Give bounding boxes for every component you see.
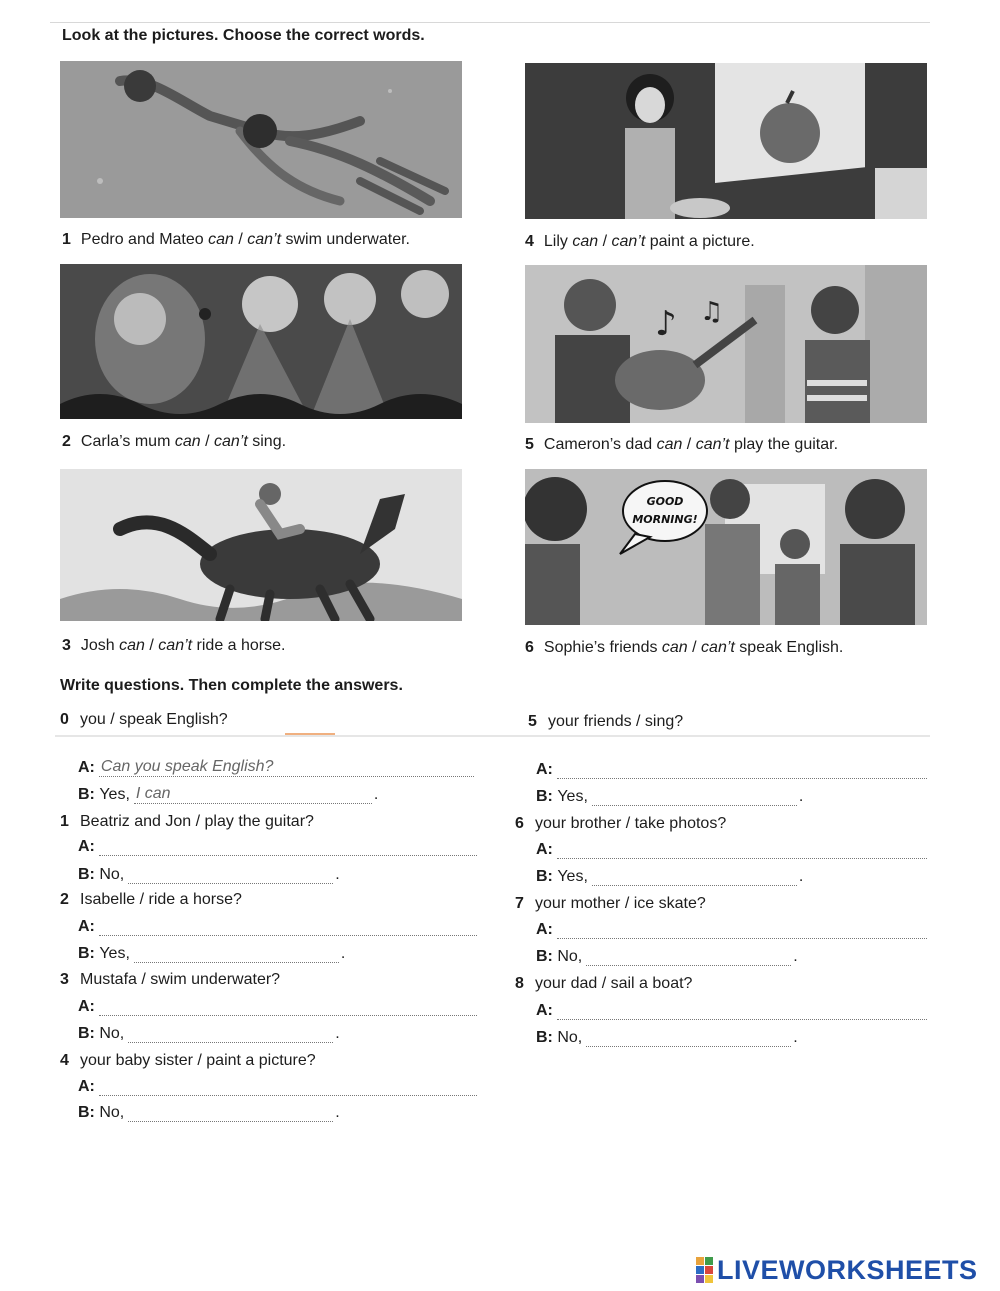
section2-heading: Write questions. Then complete the answers. bbox=[60, 677, 403, 694]
caption-3: 3 Josh can / can’t ride a horse. bbox=[62, 637, 286, 654]
answer-a-3: A: bbox=[78, 998, 477, 1016]
answer-b-8: B: No, . bbox=[536, 1029, 798, 1046]
answer-a-0: A: Can you speak English? bbox=[78, 758, 474, 777]
top-rule bbox=[50, 22, 930, 23]
answer-a-4-input[interactable] bbox=[99, 1082, 477, 1096]
caption-2: 2 Carla’s mum can / can’t sing. bbox=[62, 433, 287, 450]
answer-b-1: B: No, . bbox=[78, 866, 340, 883]
answer-b-2: B: Yes, . bbox=[78, 945, 346, 962]
answer-b-8-input[interactable] bbox=[586, 1033, 791, 1047]
question-1: 1 Beatriz and Jon / play the guitar? bbox=[60, 813, 314, 830]
answer-a-7: A: bbox=[536, 921, 927, 939]
picture-concert bbox=[60, 264, 462, 419]
answer-b-5-input[interactable] bbox=[592, 792, 797, 806]
answer-b-3: B: No, . bbox=[78, 1025, 340, 1042]
logo-icon bbox=[696, 1257, 713, 1283]
question-4: 4 your baby sister / paint a picture? bbox=[60, 1052, 316, 1069]
question-6: 6 your brother / take photos? bbox=[515, 815, 727, 832]
answer-a-6-input[interactable] bbox=[557, 845, 927, 859]
question-0: 0 you / speak English? bbox=[60, 711, 228, 728]
answer-b-0-input[interactable]: I can bbox=[134, 785, 372, 804]
choice-cant[interactable]: can’t bbox=[611, 233, 646, 250]
answer-b-5: B: Yes, . bbox=[536, 788, 804, 805]
question-2: 2 Isabelle / ride a horse? bbox=[60, 891, 242, 908]
choice-cant[interactable]: can’t bbox=[695, 436, 730, 453]
answer-a-4: A: bbox=[78, 1078, 477, 1096]
section-divider bbox=[55, 735, 930, 737]
question-5: 5 your friends / sing? bbox=[528, 713, 684, 730]
choice-can[interactable]: can bbox=[208, 231, 234, 248]
svg-text:♫: ♫ bbox=[700, 297, 724, 327]
highlight-mark bbox=[285, 733, 335, 735]
logo-text: LIVEWORKSHEETS bbox=[717, 1254, 978, 1285]
question-3: 3 Mustafa / swim underwater? bbox=[60, 971, 281, 988]
answer-b-0: B: Yes, I can . bbox=[78, 785, 379, 803]
answer-b-7: B: No, . bbox=[536, 948, 798, 965]
choice-cant[interactable]: can’t bbox=[214, 433, 248, 450]
answer-b-2-input[interactable] bbox=[134, 949, 339, 963]
picture-swimmers bbox=[60, 61, 462, 218]
choice-can[interactable]: can bbox=[661, 639, 688, 656]
question-7: 7 your mother / ice skate? bbox=[515, 895, 706, 912]
answer-b-3-input[interactable] bbox=[128, 1029, 333, 1043]
answer-a-7-input[interactable] bbox=[557, 925, 927, 939]
speech-bubble-line2: MORNING! bbox=[632, 513, 698, 526]
answer-a-8-input[interactable] bbox=[557, 1006, 927, 1020]
answer-b-7-input[interactable] bbox=[586, 952, 791, 966]
caption-4: 4 Lily can / can’t paint a picture. bbox=[525, 233, 755, 250]
answer-a-8: A: bbox=[536, 1002, 927, 1020]
svg-text:♪: ♪ bbox=[655, 304, 677, 344]
answer-b-4: B: No, . bbox=[78, 1104, 340, 1121]
section1-heading: Look at the pictures. Choose the correct words. bbox=[62, 27, 425, 44]
liveworksheets-logo bbox=[696, 1255, 978, 1285]
choice-can[interactable]: can bbox=[174, 433, 201, 450]
answer-b-6-input[interactable] bbox=[592, 872, 797, 886]
answer-a-5-input[interactable] bbox=[557, 765, 927, 779]
choice-cant[interactable]: can’t bbox=[247, 231, 282, 248]
choice-cant[interactable]: can’t bbox=[701, 639, 735, 656]
choice-cant[interactable]: can’t bbox=[158, 637, 193, 654]
picture-classroom bbox=[525, 469, 927, 625]
answer-a-0-input[interactable]: Can you speak English? bbox=[99, 758, 474, 777]
caption-1: 1 Pedro and Mateo can / can’t swim underwater. bbox=[62, 231, 410, 248]
choice-can[interactable]: can bbox=[119, 637, 145, 654]
question-8: 8 your dad / sail a boat? bbox=[515, 975, 693, 992]
caption-5: 5 Cameron’s dad can / can’t play the guitar. bbox=[525, 436, 839, 453]
caption-6: 6 Sophie’s friends can / can’t speak English. bbox=[525, 639, 844, 656]
picture-painting bbox=[525, 63, 927, 219]
answer-a-2-input[interactable] bbox=[99, 922, 477, 936]
picture-horse bbox=[60, 469, 462, 621]
picture-guitar bbox=[525, 265, 927, 423]
speech-bubble-line1: GOOD bbox=[646, 495, 684, 508]
answer-a-2: A: bbox=[78, 918, 477, 936]
choice-can[interactable]: can bbox=[656, 436, 683, 453]
answer-b-4-input[interactable] bbox=[128, 1108, 333, 1122]
answer-a-6: A: bbox=[536, 841, 927, 859]
answer-a-1-input[interactable] bbox=[99, 842, 477, 856]
answer-b-6: B: Yes, . bbox=[536, 868, 804, 885]
answer-b-1-input[interactable] bbox=[128, 870, 333, 884]
choice-can[interactable]: can bbox=[572, 233, 599, 250]
answer-a-3-input[interactable] bbox=[99, 1002, 477, 1016]
answer-a-5: A: bbox=[536, 761, 927, 779]
answer-a-1: A: bbox=[78, 838, 477, 856]
